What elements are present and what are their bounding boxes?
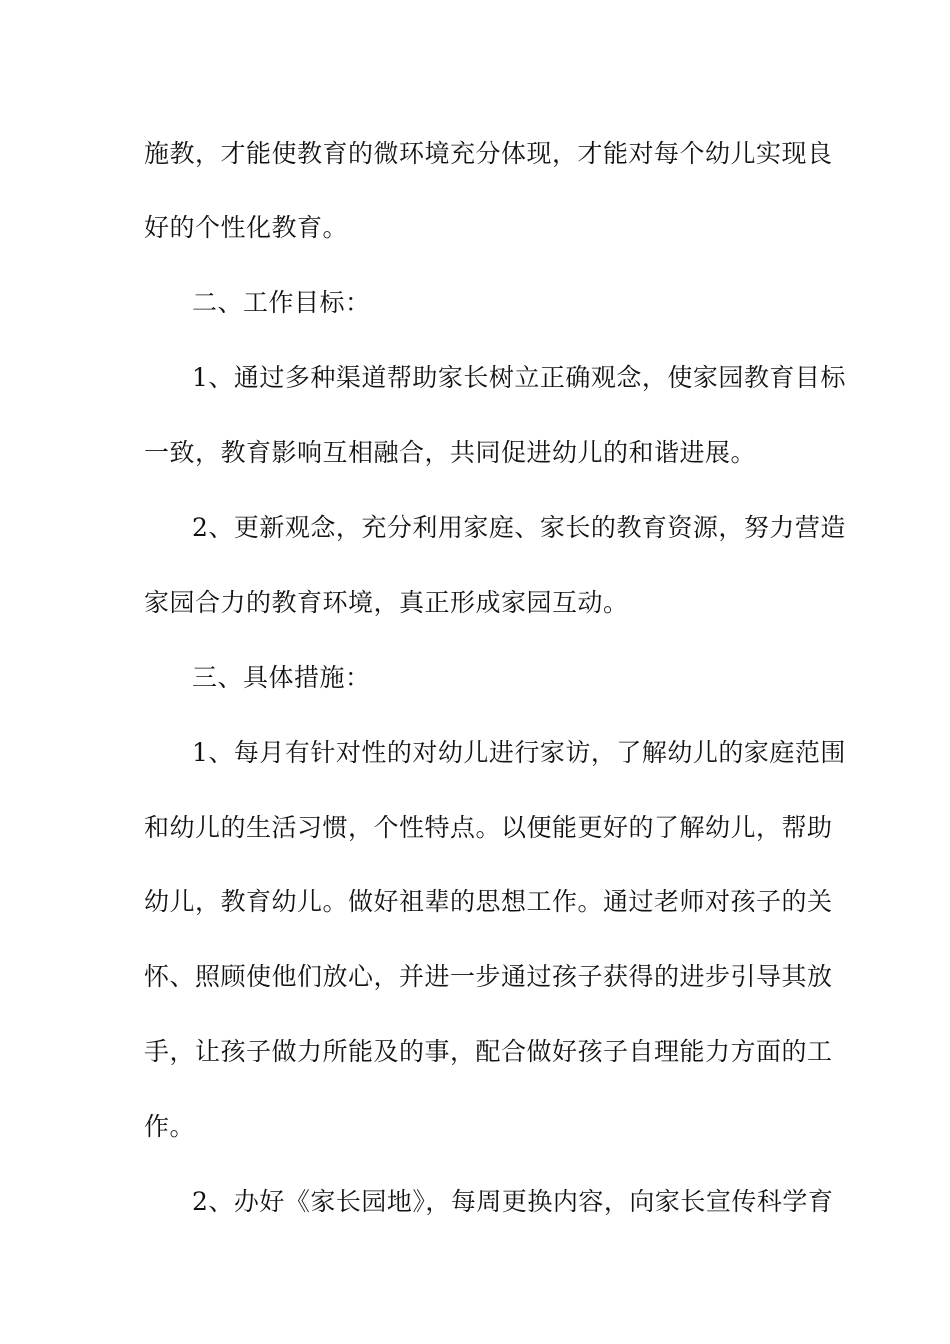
text-line: 好的个性化教育。 [144, 213, 349, 242]
text-line: 一致，教育影响互相融合，共同促进幼儿的和谐进展。 [144, 438, 757, 467]
text-line: 2、办好《家长园地》，每周更换内容，向家长宣传科学育 [192, 1187, 834, 1216]
section-heading: 三、具体措施： [192, 663, 371, 692]
text-line: 手，让孩子做力所能及的事，配合做好孩子自理能力方面的工 [144, 1037, 833, 1066]
text-line: 家园合力的教育环境，真正形成家园互动。 [144, 588, 629, 617]
text-line: 2、更新观念，充分利用家庭、家长的教育资源，努力营造 [192, 513, 846, 542]
text-line: 和幼儿的生活习惯，个性特点。以便能更好的了解幼儿，帮助 [144, 813, 833, 842]
section-heading: 二、工作目标： [192, 288, 371, 317]
text-line: 怀、照顾使他们放心，并进一步通过孩子获得的进步引导其放 [144, 962, 833, 991]
text-line: 幼儿，教育幼儿。做好祖辈的思想工作。通过老师对孩子的关 [144, 887, 833, 916]
text-line: 1、通过多种渠道帮助家长树立正确观念，使家园教育目标 [192, 363, 846, 392]
text-line: 施教，才能使教育的微环境充分体现，才能对每个幼儿实现良 [144, 139, 833, 168]
text-line: 1、每月有针对性的对幼儿进行家访，了解幼儿的家庭范围 [192, 738, 846, 767]
text-line: 作。 [144, 1112, 196, 1141]
